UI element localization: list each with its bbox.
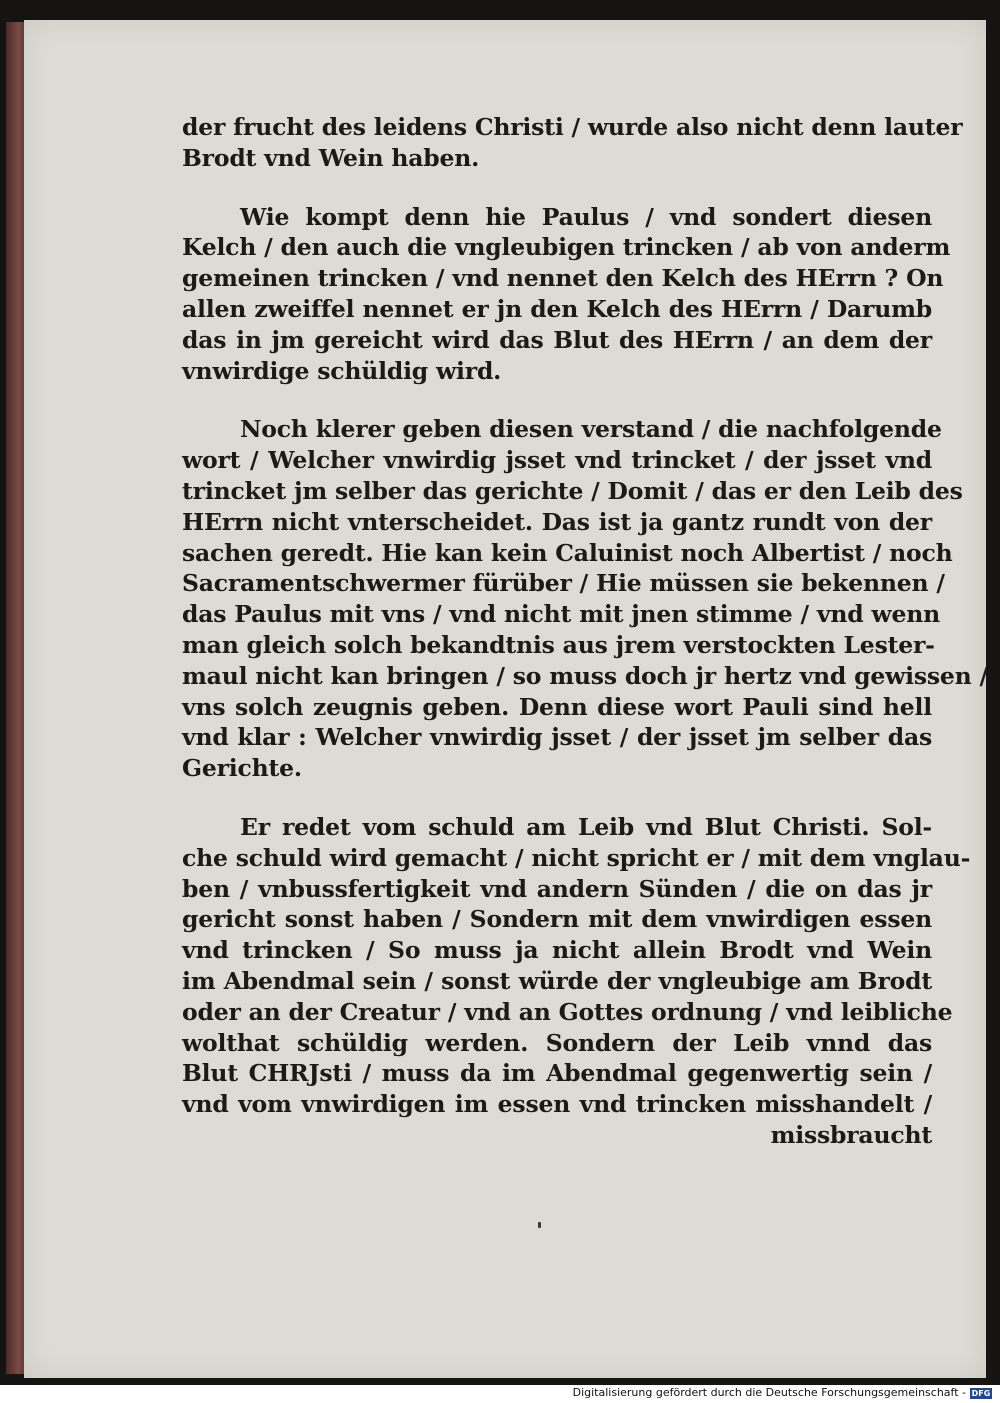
text-line: Brodt vnd Wein haben. (182, 143, 480, 172)
text-line: Kelch / den auch die vngleubigen trincken / ab von anderm (182, 233, 951, 262)
dfg-logo: DFG (971, 1389, 991, 1398)
text-line: das Paulus mit vns / vnd nicht mit jnen stimme / vnd wenn (182, 600, 940, 629)
text-line: der frucht des leidens Christi / wurde also nicht denn lauter (182, 113, 963, 141)
text-line: vnwirdige schüldig wird. (182, 356, 502, 385)
paragraph-4 (182, 812, 971, 1151)
funding-notice: Digitalisierung gefördert durch die Deutsche Forschungsgemeinschaft - (572, 1386, 966, 1399)
text-line: vns solch zeugnis geben. Denn diese wort Pauli sind hell (182, 692, 932, 721)
text-line: oder an der Creatur / vnd an Gottes ordnung / vnd leibliche (182, 997, 953, 1026)
text-line: das in jm gereicht wird das Blut des HErrn / an dem der (182, 325, 932, 354)
paragraph-1 (182, 112, 963, 174)
text-line: ben / vnbussfertigkeit vnd andern Sünden / die on das jr (182, 874, 932, 903)
text-line: gericht sonst haben / Sondern mit dem vnwirdigen essen (182, 905, 932, 934)
catchword: missbraucht (770, 1120, 932, 1149)
text-line: man gleich solch bekandtnis aus jrem verstockten Lester- (182, 630, 935, 659)
page-text (182, 112, 988, 1151)
text-line: Blut CHRJsti / muss da im Abendmal gegenwertig sein / (182, 1059, 932, 1088)
text-line: Wie kompt denn hie Paulus / vnd sondert diesen (240, 202, 932, 231)
text-line: maul nicht kan bringen / so muss doch jr hertz vnd gewissen / (182, 661, 988, 690)
text-line: vnd klar : Welcher vnwirdig jsset / der jsset jm selber das (182, 723, 932, 752)
text-line: im Abendmal sein / sonst würde der vngleubige am Brodt (182, 966, 932, 995)
text-line: vnd trincken / So muss ja nicht allein Brodt vnd Wein (182, 936, 932, 965)
footer-bar (0, 1385, 1000, 1403)
paragraph-3 (182, 414, 988, 784)
text-line: Gerichte. (182, 754, 302, 783)
text-line: vnd vom vnwirdigen im essen vnd trincken misshandelt / (182, 1090, 932, 1119)
text-line: che schuld wird gemacht / nicht spricht er / mit dem vnglau- (182, 843, 971, 872)
text-line: Er redet vom schuld am Leib vnd Blut Christi. Sol- (240, 812, 932, 841)
text-line: Noch klerer geben diesen verstand / die nachfolgende (240, 415, 942, 444)
text-line: HErrn nicht vnterscheidet. Das ist ja gantz rundt von der (182, 507, 932, 536)
text-line: wort / Welcher vnwirdig jsset vnd trincket / der jsset vnd (182, 446, 932, 475)
text-line: wolthat schüldig werden. Sondern der Leib vnnd das (182, 1028, 932, 1057)
ink-mark (538, 1222, 541, 1228)
text-line: gemeinen trincken / vnd nennet den Kelch des HErrn ? On (182, 264, 944, 293)
text-line: sachen geredt. Hie kan kein Caluinist noch Albertist / noch (182, 538, 953, 567)
text-line: trincket jm selber das gerichte / Domit / das er den Leib des (182, 476, 963, 505)
text-line: allen zweiffel nennet er jn den Kelch des HErrn / Darumb (182, 294, 932, 323)
book-cover-edge (6, 22, 26, 1374)
paragraph-2 (182, 202, 951, 387)
text-line: Sacramentschwermer fürüber / Hie müssen sie bekennen / (182, 569, 945, 598)
